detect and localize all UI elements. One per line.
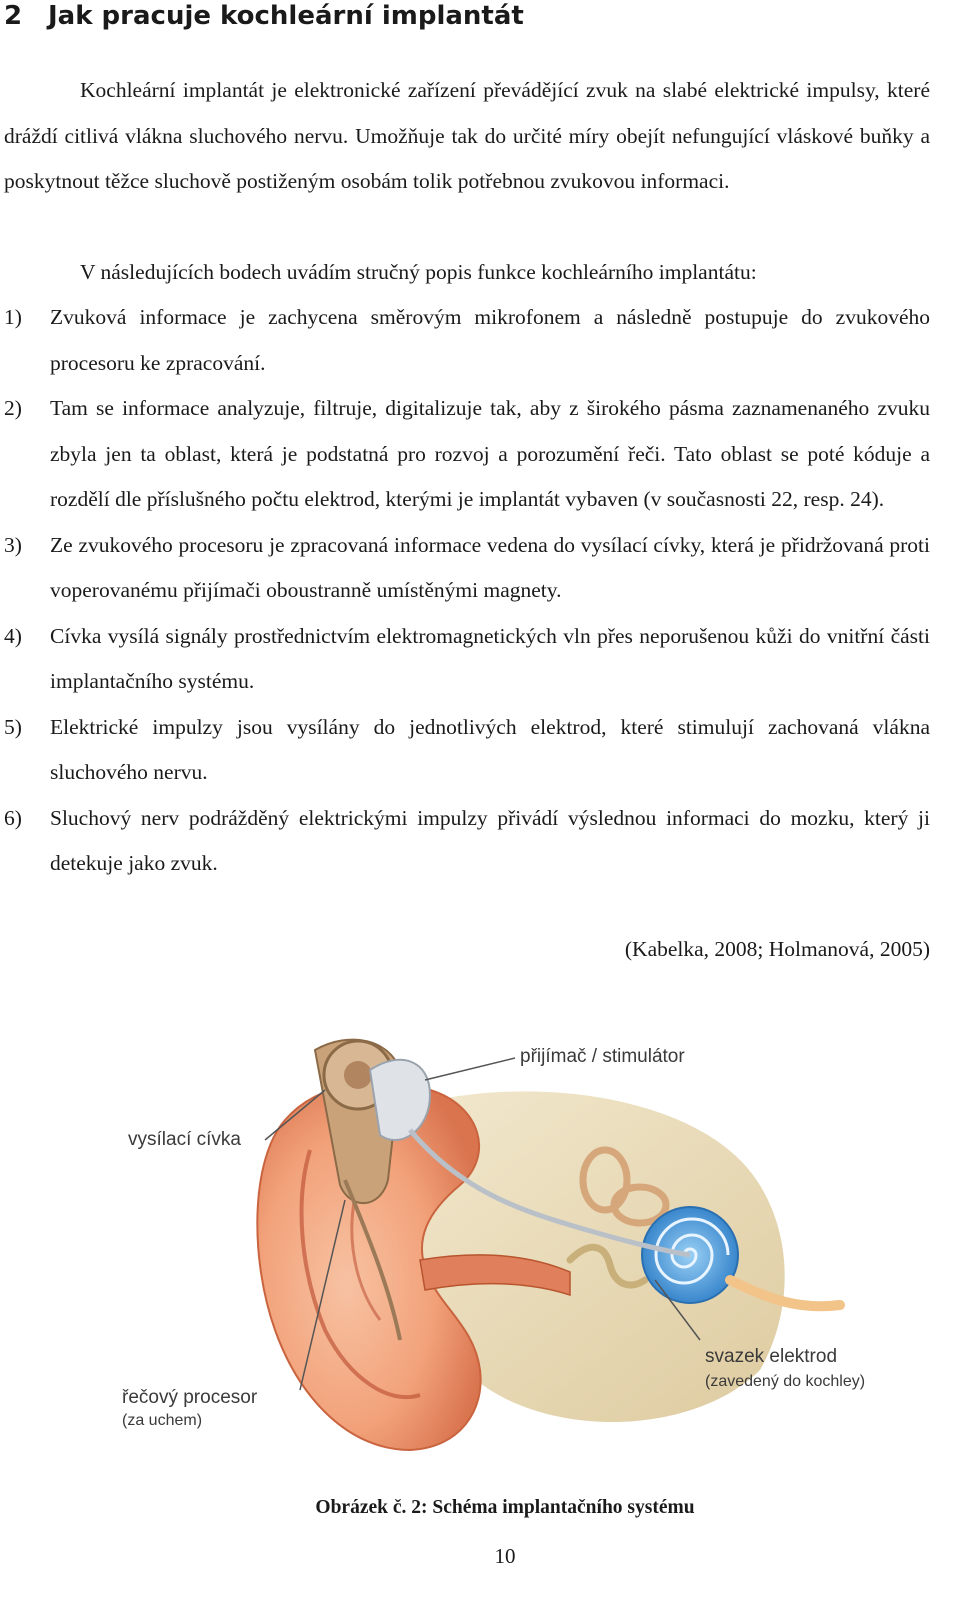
list-marker: 1) xyxy=(4,305,22,329)
label-receiver: přijímač / stimulátor xyxy=(520,1046,685,1067)
list-item-text: Elektrické impulzy jsou vysílány do jednotlivých elektrod, které stimulují zachovaná vlákna sluchového nervu. xyxy=(50,714,930,784)
chapter-title: Jak pracuje kochleární implantát xyxy=(48,1,524,31)
list-item xyxy=(4,614,930,705)
list-marker: 2) xyxy=(4,396,22,420)
implant-diagram xyxy=(100,1010,900,1460)
chapter-heading xyxy=(4,0,524,36)
citation: (Kabelka, 2008; Holmanová, 2005) xyxy=(624,937,930,961)
list-item xyxy=(4,796,930,887)
figure-caption: Obrázek č. 2: Schéma implantačního systému xyxy=(315,1497,695,1518)
list-marker: 6) xyxy=(4,805,22,830)
list-item xyxy=(4,386,930,523)
list-item-text: Cívka vysílá signály prostřednictvím elektromagnetických vln přes neporušenou kůži do vnitřní části implantačního systému. xyxy=(50,623,930,693)
label-processor-note: (za uchem) xyxy=(122,1412,203,1429)
list-item-text: Tam se informace analyzuje, filtruje, digitalizuje tak, aby z širokého pásma zaznamenaného zvuku zbyla jen ta oblast, která je podstatná pro rozvoj a porozumění řeči. Tato oblast se poté kóduje a rozdělí dle příslušného počtu elektrod, kterými je implantát vybaven (v současnosti 22, resp. 24). xyxy=(50,396,930,511)
label-electrodes: svazek elektrod xyxy=(705,1346,838,1367)
label-coil: vysílací cívka xyxy=(128,1129,241,1150)
steps-list xyxy=(4,295,930,887)
coil-center xyxy=(344,1061,372,1089)
steps-intro-paragraph: V následujících bodech uvádím stručný popis funkce kochleárního implantátu: xyxy=(80,260,757,284)
list-item xyxy=(4,295,930,386)
label-processor: řečový procesor xyxy=(122,1387,258,1408)
list-item xyxy=(4,705,930,796)
list-item-text: Zvuková informace je zachycena směrovým mikrofonem a následně postupuje do zvukového procesoru ke zpracování. xyxy=(50,305,930,375)
page-number: 10 xyxy=(494,1544,516,1568)
chapter-number: 2 xyxy=(4,1,23,31)
list-marker: 3) xyxy=(4,532,22,557)
list-item-text: Ze zvukového procesoru je zpracovaná informace vedena do vysílací cívky, která je přidržovaná proti voperovanému přijímači oboustranně umístěnými magnety. xyxy=(50,532,930,602)
intro-paragraph: Kochleární implantát je elektronické zařízení převádějící zvuk na slabé elektrické impulsy, které dráždí citlivá vlákna sluchového nervu. Umožňuje tak do určité míry obejít nefungující vláskové buňky a poskytnout těžce sluchově postiženým osobám tolik potřebnou zvukovou informaci. xyxy=(4,78,930,193)
label-electrodes-note: (zavedený do kochley) xyxy=(705,1373,866,1390)
list-item xyxy=(4,523,930,614)
list-item-text: Sluchový nerv podrážděný elektrickými impulzy přivádí výslednou informaci do mozku, který ji detekuje jako zvuk. xyxy=(50,805,930,875)
list-marker: 5) xyxy=(4,714,22,739)
list-marker: 4) xyxy=(4,623,22,648)
leader-line xyxy=(425,1058,515,1080)
ear-illustration xyxy=(100,1010,900,1460)
